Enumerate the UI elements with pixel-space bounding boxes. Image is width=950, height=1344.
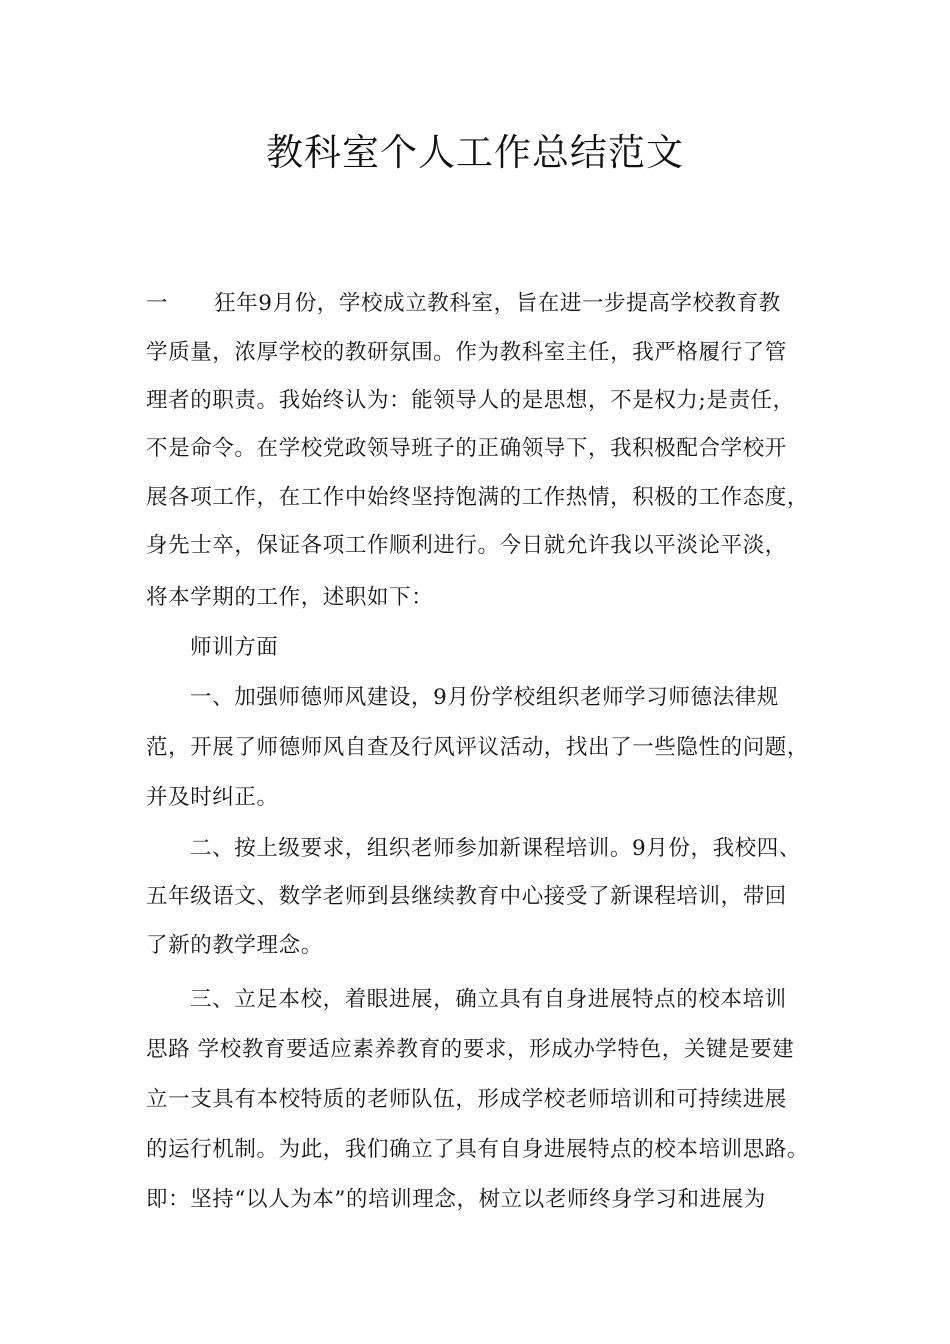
paragraph-line-12: 五年级语文、数学老师到县继续教育中心接受了新课程培训，带回 xyxy=(146,884,787,909)
paragraph-line-11: 二、按上级要求，组织老师参加新课程培训。9月份，我校四、 xyxy=(190,836,801,861)
paragraph-line-10: 并及时纠正。 xyxy=(146,785,279,810)
paragraph-line-1 xyxy=(146,288,826,320)
document-title: 教科室个人工作总结范文 xyxy=(266,131,684,174)
paragraph-line-7: 将本学期的工作，述职如下： xyxy=(146,585,434,610)
paragraph-line-18: 即：坚持“以人为本”的培训理念，树立以老师终身学习和进展为 xyxy=(146,1187,766,1212)
paragraph-line-3: 理者的职责。我始终认为：能领导人的是思想，不是权力;是责任， xyxy=(146,388,795,413)
paragraph-line-6: 身先士卒，保证各项工作顺利进行。今日就允许我以平淡论平淡， xyxy=(146,533,787,558)
paragraph-line-16: 立一支具有本校特质的老师队伍，形成学校老师培训和可持续进展 xyxy=(146,1087,787,1112)
paragraph-line-5: 展各项工作，在工作中始终坚持饱满的工作热情，积极的工作态度， xyxy=(146,485,810,510)
line-lead-marker: 一 xyxy=(146,291,169,316)
paragraph-line-15: 思路 学校教育要适应素养教育的要求，形成办学特色，关键是要建 xyxy=(146,1037,795,1062)
paragraph-line-2: 学质量，浓厚学校的教研氛围。作为教科室主任，我严格履行了管 xyxy=(146,340,787,365)
paragraph-line-8: 一、加强师德师风建设，9月份学校组织老师学习师德法律规 xyxy=(190,685,779,710)
line-text: 狂年9月份，学校成立教科室，旨在进一步提高学校教育教 xyxy=(214,291,781,316)
paragraph-line-9: 范，开展了师德师风自查及行风评议活动，找出了一些隐性的问题， xyxy=(146,735,810,760)
paragraph-line-14: 三、立足本校，着眼进展，确立具有自身进展特点的校本培训 xyxy=(190,987,787,1012)
paragraph-line-4: 不是命令。在学校党政领导班子的正确领导下，我积极配合学校开 xyxy=(146,436,787,461)
paragraph-line-17: 的运行机制。为此，我们确立了具有自身进展特点的校本培训思路。 xyxy=(146,1137,810,1162)
section-heading: 师训方面 xyxy=(190,635,279,660)
paragraph-line-13: 了新的教学理念。 xyxy=(146,933,323,958)
